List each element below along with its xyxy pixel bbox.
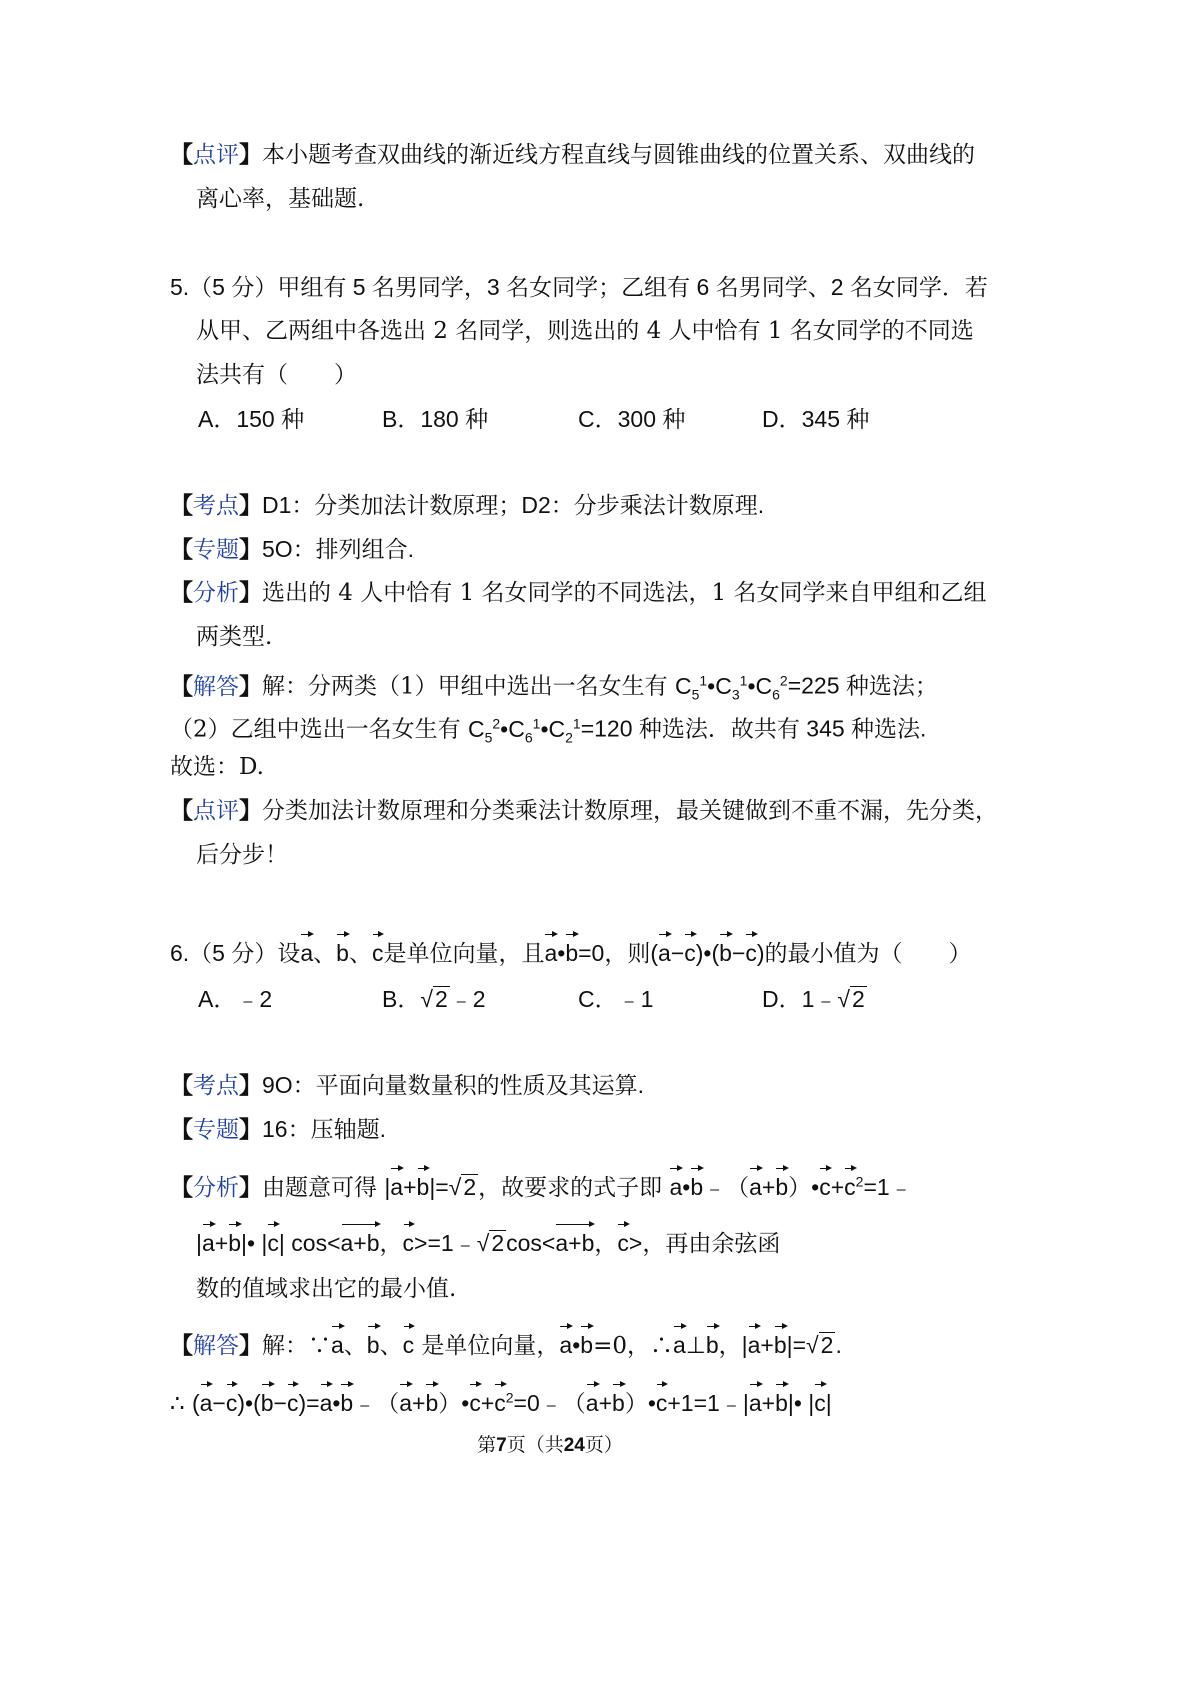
page-number: 7 [496, 1435, 507, 1456]
q6-jieda-line2: ∴ $(a-c)•(b-c)=a•b﹣(a+b)•c+c^2=0﹣(a+b)•c+1=1﹣|a+b|•$ |c| [170, 1382, 832, 1419]
q5-jieda-line2: （2）乙组中选出一名女生有 $C_5^2•C_6^1•C_2^1=120$ 种选法．故共有 345 种选法. [170, 715, 927, 746]
total-pages: 24 [563, 1435, 585, 1456]
q6-stem: 6.（5 分）设a、b、c是单位向量，且a•b=0，则(a−c)•(b−c)的最小值为（ ） [170, 932, 972, 969]
q5-stem-line1: 5.（5 分）甲组有 5 名男同学，3 名女同学；乙组有 6 名男同学、2 名女同学．若 [170, 274, 988, 300]
q5-dianping-line2: 后分步！ [196, 842, 288, 868]
q5-dianping-line1: 【点评】分类加法计数原理和分类乘法计数原理，最关键做到不重不漏，先分类， [170, 797, 998, 824]
q6-fenxi-line3: 数的值域求出它的最小值. [196, 1276, 457, 1302]
q5-stem-line3: 法共有（ ） [196, 362, 357, 388]
q6-option-b: B．√2﹣2 [382, 986, 486, 1012]
page-footer: 第7页（共24页） [477, 1434, 623, 1456]
q5-option-c: C．300 种 [578, 406, 686, 432]
q5-zhuanti: 【专题】5O：排列组合. [170, 536, 415, 563]
q6-fenxi-line1: 【分析】由题意可得 |a+b|=√2，故要求的式子即 $a•b﹣(a+b)•c+c^2=1﹣$ [170, 1166, 913, 1203]
prev-dianping-line1: 【点评】本小题考查双曲线的渐近线方程直线与圆锥曲线的位置关系、双曲线的 [170, 141, 975, 168]
prev-dianping-line2: 离心率，基础题. [196, 186, 365, 212]
q5-stem-line2: 从甲、乙两组中各选出 2 名同学，则选出的 4 人中恰有 1 名女同学的不同选 [196, 318, 974, 344]
q6-option-c: C．﹣1 [578, 986, 654, 1012]
q5-fenxi-line2: 两类型. [196, 624, 273, 650]
q6-zhuanti: 【专题】16：压轴题. [170, 1116, 386, 1143]
q5-fenxi-line1: 【分析】选出的 4 人中恰有 1 名女同学的不同选法，1 名女同学来自甲组和乙组 [170, 579, 987, 606]
q5-option-d: D．345 种 [762, 406, 870, 432]
q5-formula-1: $C_5^1•C_3^1•C_6^2$ [674, 672, 788, 703]
q5-formula-2: $C_5^2•C_6^1•C_2^1$ [467, 715, 581, 746]
q6-jieda-line1: 【解答】解：∵a、b、c 是单位向量，a•b=0，∴a⊥b，|a+b|=√2. [170, 1324, 842, 1361]
q6-option-a: A．﹣2 [198, 986, 273, 1012]
q5-jieda-line1: 【解答】解：分两类（1）甲组中选出一名女生有 $C_5^1•C_3^1•C_6^2=225$ 种选法； [170, 672, 938, 703]
tag-dianping: 【点评】 [170, 141, 262, 168]
q5-kaodian: 【考点】D1：分类加法计数原理；D2：分步乘法计数原理. [170, 492, 765, 519]
q5-option-b: B．180 种 [382, 406, 489, 432]
q6-fenxi-line2: |a+b|• |c| cos<a+b，c>=1﹣√2cos<a+b，c>，再由余弦函 [196, 1222, 780, 1259]
q6-kaodian: 【考点】9O：平面向量数量积的性质及其运算. [170, 1072, 645, 1099]
q5-guxuan: 故选：D. [170, 754, 264, 780]
q5-option-a: A．150 种 [198, 406, 305, 432]
q6-option-d: D．1﹣√2 [762, 986, 865, 1012]
